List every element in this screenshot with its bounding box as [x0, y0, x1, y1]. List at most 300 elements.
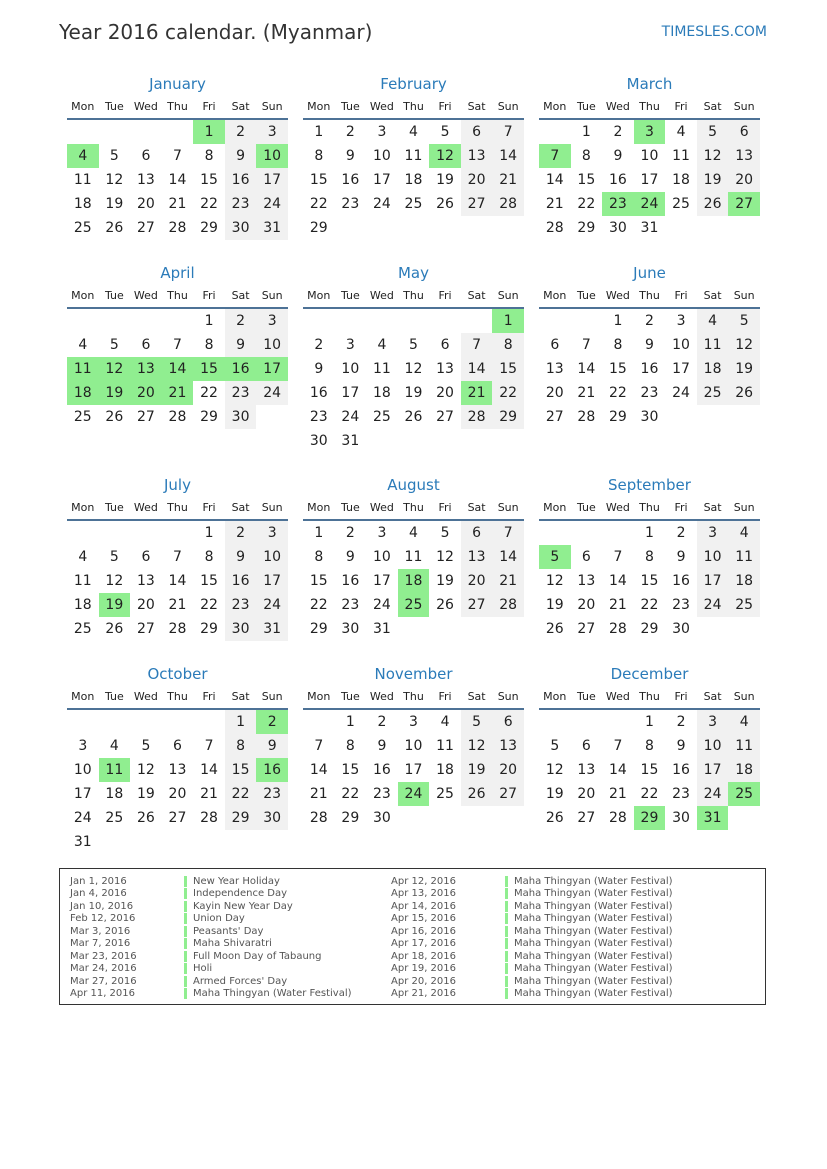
day-cell[interactable]: 27	[136, 220, 155, 236]
day-cell[interactable]: 21	[492, 168, 524, 192]
day-cell[interactable]: 13	[461, 144, 493, 168]
day-cell[interactable]: 26	[697, 192, 729, 216]
holiday-day-cell[interactable]: 14	[162, 357, 194, 381]
day-cell[interactable]: 1	[204, 313, 214, 329]
day-cell[interactable]: 29	[577, 220, 596, 236]
day-cell[interactable]: 16	[672, 573, 690, 589]
holiday-day-cell[interactable]: 18	[67, 381, 99, 405]
day-cell[interactable]: 26	[105, 409, 124, 425]
day-cell[interactable]: 10	[640, 148, 659, 164]
day-cell[interactable]: 1	[345, 714, 355, 730]
day-cell[interactable]: 7	[492, 120, 524, 144]
day-cell[interactable]: 24	[341, 409, 360, 425]
day-cell[interactable]: 17	[697, 758, 729, 782]
day-cell[interactable]: 8	[225, 734, 257, 758]
day-cell[interactable]: 28	[461, 405, 493, 429]
day-cell[interactable]: 6	[581, 738, 591, 754]
day-cell[interactable]: 20	[136, 196, 155, 212]
day-cell[interactable]: 20	[136, 597, 155, 613]
day-cell[interactable]: 18	[728, 569, 760, 593]
day-cell[interactable]: 23	[672, 597, 690, 613]
day-cell[interactable]: 8	[492, 333, 524, 357]
holiday-day-cell[interactable]: 18	[398, 569, 430, 593]
day-cell[interactable]: 15	[200, 573, 218, 589]
day-cell[interactable]: 29	[309, 220, 328, 236]
day-cell[interactable]: 5	[109, 148, 119, 164]
day-cell[interactable]: 17	[672, 361, 690, 377]
day-cell[interactable]: 19	[136, 786, 155, 802]
holiday-day-cell[interactable]: 27	[728, 192, 760, 216]
day-cell[interactable]: 10	[73, 762, 92, 778]
day-cell[interactable]: 16	[341, 573, 360, 589]
day-cell[interactable]: 18	[436, 762, 454, 778]
day-cell[interactable]: 29	[200, 621, 218, 637]
day-cell[interactable]: 17	[640, 172, 659, 188]
day-cell[interactable]: 6	[440, 337, 450, 353]
day-cell[interactable]: 31	[256, 216, 288, 240]
day-cell[interactable]: 3	[78, 738, 88, 754]
holiday-day-cell[interactable]: 16	[256, 758, 288, 782]
holiday-day-cell[interactable]: 20	[130, 381, 162, 405]
holiday-day-cell[interactable]: 23	[602, 192, 634, 216]
day-cell[interactable]: 7	[173, 337, 182, 353]
day-cell[interactable]: 16	[225, 168, 257, 192]
day-cell[interactable]: 23	[256, 782, 288, 806]
day-cell[interactable]: 18	[728, 758, 760, 782]
day-cell[interactable]: 12	[728, 333, 760, 357]
day-cell[interactable]: 29	[309, 621, 328, 637]
day-cell[interactable]: 19	[105, 196, 124, 212]
day-cell[interactable]: 20	[436, 385, 454, 401]
day-cell[interactable]: 28	[200, 810, 218, 826]
day-cell[interactable]: 30	[309, 433, 328, 449]
day-cell[interactable]: 1	[581, 124, 591, 140]
day-cell[interactable]: 30	[225, 216, 257, 240]
day-cell[interactable]: 2	[377, 714, 387, 730]
day-cell[interactable]: 4	[409, 525, 418, 541]
day-cell[interactable]: 21	[545, 196, 564, 212]
day-cell[interactable]: 6	[728, 120, 760, 144]
day-cell[interactable]: 12	[461, 734, 493, 758]
day-cell[interactable]: 23	[341, 597, 360, 613]
day-cell[interactable]: 22	[640, 786, 659, 802]
day-cell[interactable]: 5	[109, 549, 119, 565]
day-cell[interactable]: 17	[697, 569, 729, 593]
day-cell[interactable]: 16	[608, 172, 627, 188]
day-cell[interactable]: 30	[225, 405, 257, 429]
day-cell[interactable]: 16	[309, 385, 328, 401]
day-cell[interactable]: 1	[204, 525, 214, 541]
day-cell[interactable]: 9	[377, 738, 387, 754]
day-cell[interactable]: 6	[141, 337, 151, 353]
day-cell[interactable]: 12	[545, 762, 564, 778]
holiday-day-cell[interactable]: 12	[99, 357, 131, 381]
day-cell[interactable]: 3	[256, 120, 288, 144]
day-cell[interactable]: 22	[200, 385, 218, 401]
holiday-day-cell[interactable]: 1	[492, 309, 524, 333]
day-cell[interactable]: 13	[577, 762, 596, 778]
holiday-day-cell[interactable]: 3	[634, 120, 666, 144]
day-cell[interactable]: 2	[645, 313, 654, 329]
day-cell[interactable]: 27	[136, 409, 155, 425]
day-cell[interactable]: 8	[314, 148, 324, 164]
day-cell[interactable]: 21	[608, 786, 627, 802]
day-cell[interactable]: 7	[461, 333, 493, 357]
day-cell[interactable]: 20	[728, 168, 760, 192]
holiday-day-cell[interactable]: 16	[225, 357, 257, 381]
day-cell[interactable]: 25	[105, 810, 124, 826]
day-cell[interactable]: 20	[461, 168, 493, 192]
day-cell[interactable]: 13	[461, 545, 493, 569]
day-cell[interactable]: 7	[173, 549, 182, 565]
day-cell[interactable]: 12	[436, 549, 454, 565]
holiday-day-cell[interactable]: 19	[99, 593, 131, 617]
holiday-day-cell[interactable]: 21	[461, 381, 493, 405]
day-cell[interactable]: 10	[697, 545, 729, 569]
day-cell[interactable]: 9	[256, 734, 288, 758]
day-cell[interactable]: 26	[105, 621, 124, 637]
day-cell[interactable]: 2	[225, 120, 257, 144]
day-cell[interactable]: 19	[545, 786, 564, 802]
day-cell[interactable]: 8	[645, 549, 654, 565]
day-cell[interactable]: 5	[440, 124, 450, 140]
day-cell[interactable]: 14	[492, 144, 524, 168]
day-cell[interactable]: 25	[73, 220, 92, 236]
day-cell[interactable]: 16	[640, 361, 659, 377]
day-cell[interactable]: 14	[200, 762, 218, 778]
day-cell[interactable]: 9	[225, 545, 257, 569]
day-cell[interactable]: 24	[256, 192, 288, 216]
day-cell[interactable]: 24	[256, 381, 288, 405]
day-cell[interactable]: 3	[345, 337, 355, 353]
day-cell[interactable]: 8	[645, 738, 654, 754]
day-cell[interactable]: 6	[550, 337, 560, 353]
day-cell[interactable]: 18	[73, 196, 92, 212]
day-cell[interactable]: 8	[613, 337, 623, 353]
day-cell[interactable]: 26	[136, 810, 155, 826]
day-cell[interactable]: 22	[577, 196, 596, 212]
day-cell[interactable]: 14	[608, 762, 627, 778]
day-cell[interactable]: 20	[492, 758, 524, 782]
day-cell[interactable]: 6	[141, 148, 151, 164]
day-cell[interactable]: 21	[168, 196, 187, 212]
day-cell[interactable]: 10	[256, 333, 288, 357]
day-cell[interactable]: 10	[697, 734, 729, 758]
day-cell[interactable]: 1	[225, 710, 257, 734]
day-cell[interactable]: 11	[73, 573, 92, 589]
day-cell[interactable]: 9	[345, 148, 355, 164]
day-cell[interactable]: 4	[676, 124, 686, 140]
day-cell[interactable]: 12	[404, 361, 423, 377]
day-cell[interactable]: 26	[436, 196, 454, 212]
day-cell[interactable]: 18	[404, 172, 423, 188]
holiday-day-cell[interactable]: 2	[256, 710, 288, 734]
holiday-day-cell[interactable]: 4	[67, 144, 99, 168]
day-cell[interactable]: 24	[697, 593, 729, 617]
day-cell[interactable]: 15	[225, 758, 257, 782]
day-cell[interactable]: 31	[256, 617, 288, 641]
day-cell[interactable]: 9	[345, 549, 355, 565]
day-cell[interactable]: 3	[377, 525, 387, 541]
day-cell[interactable]: 27	[577, 621, 596, 637]
day-cell[interactable]: 3	[409, 714, 418, 730]
day-cell[interactable]: 9	[613, 148, 623, 164]
day-cell[interactable]: 3	[676, 313, 686, 329]
day-cell[interactable]: 30	[372, 810, 391, 826]
day-cell[interactable]: 17	[256, 569, 288, 593]
day-cell[interactable]: 4	[440, 714, 450, 730]
day-cell[interactable]: 22	[225, 782, 257, 806]
day-cell[interactable]: 30	[640, 409, 659, 425]
day-cell[interactable]: 24	[372, 196, 391, 212]
day-cell[interactable]: 23	[672, 786, 690, 802]
day-cell[interactable]: 16	[341, 172, 360, 188]
day-cell[interactable]: 27	[136, 621, 155, 637]
day-cell[interactable]: 5	[728, 309, 760, 333]
day-cell[interactable]: 5	[109, 337, 119, 353]
day-cell[interactable]: 19	[728, 357, 760, 381]
day-cell[interactable]: 5	[141, 738, 151, 754]
day-cell[interactable]: 15	[309, 573, 328, 589]
day-cell[interactable]: 26	[436, 597, 454, 613]
day-cell[interactable]: 29	[640, 621, 659, 637]
day-cell[interactable]: 25	[372, 409, 391, 425]
day-cell[interactable]: 1	[314, 525, 324, 541]
day-cell[interactable]: 11	[372, 361, 391, 377]
day-cell[interactable]: 6	[173, 738, 182, 754]
day-cell[interactable]: 28	[608, 810, 627, 826]
day-cell[interactable]: 23	[309, 409, 328, 425]
day-cell[interactable]: 22	[309, 597, 328, 613]
day-cell[interactable]: 1	[645, 714, 654, 730]
day-cell[interactable]: 3	[377, 124, 387, 140]
day-cell[interactable]: 28	[168, 220, 187, 236]
day-cell[interactable]: 9	[676, 549, 686, 565]
day-cell[interactable]: 24	[697, 782, 729, 806]
day-cell[interactable]: 25	[697, 381, 729, 405]
day-cell[interactable]: 3	[697, 521, 729, 545]
day-cell[interactable]: 27	[461, 192, 493, 216]
day-cell[interactable]: 10	[372, 148, 391, 164]
day-cell[interactable]: 24	[372, 597, 391, 613]
day-cell[interactable]: 16	[372, 762, 391, 778]
day-cell[interactable]: 30	[608, 220, 627, 236]
holiday-day-cell[interactable]: 25	[728, 782, 760, 806]
day-cell[interactable]: 5	[409, 337, 418, 353]
day-cell[interactable]: 17	[73, 786, 92, 802]
day-cell[interactable]: 27	[545, 409, 564, 425]
day-cell[interactable]: 22	[200, 597, 218, 613]
day-cell[interactable]: 28	[545, 220, 564, 236]
day-cell[interactable]: 19	[404, 385, 423, 401]
day-cell[interactable]: 21	[492, 569, 524, 593]
day-cell[interactable]: 9	[225, 144, 257, 168]
day-cell[interactable]: 11	[697, 333, 729, 357]
day-cell[interactable]: 31	[372, 621, 391, 637]
day-cell[interactable]: 11	[728, 734, 760, 758]
day-cell[interactable]: 30	[341, 621, 360, 637]
day-cell[interactable]: 12	[697, 144, 729, 168]
day-cell[interactable]: 23	[225, 192, 257, 216]
day-cell[interactable]: 24	[73, 810, 92, 826]
day-cell[interactable]: 30	[256, 806, 288, 830]
day-cell[interactable]: 2	[345, 124, 355, 140]
day-cell[interactable]: 21	[200, 786, 218, 802]
day-cell[interactable]: 31	[73, 834, 92, 850]
day-cell[interactable]: 14	[577, 361, 596, 377]
day-cell[interactable]: 11	[672, 148, 690, 164]
day-cell[interactable]: 8	[204, 148, 214, 164]
day-cell[interactable]: 24	[672, 385, 690, 401]
day-cell[interactable]: 7	[492, 521, 524, 545]
day-cell[interactable]: 9	[645, 337, 654, 353]
day-cell[interactable]: 21	[168, 597, 187, 613]
day-cell[interactable]: 20	[461, 569, 493, 593]
day-cell[interactable]: 25	[728, 593, 760, 617]
holiday-day-cell[interactable]: 25	[398, 593, 430, 617]
day-cell[interactable]: 2	[676, 714, 686, 730]
day-cell[interactable]: 10	[341, 361, 360, 377]
day-cell[interactable]: 31	[640, 220, 659, 236]
holiday-day-cell[interactable]: 31	[697, 806, 729, 830]
day-cell[interactable]: 26	[105, 220, 124, 236]
day-cell[interactable]: 28	[168, 409, 187, 425]
day-cell[interactable]: 7	[314, 738, 324, 754]
day-cell[interactable]: 25	[404, 196, 423, 212]
day-cell[interactable]: 18	[105, 786, 124, 802]
day-cell[interactable]: 14	[168, 573, 187, 589]
day-cell[interactable]: 7	[173, 148, 182, 164]
day-cell[interactable]: 5	[550, 738, 560, 754]
day-cell[interactable]: 5	[440, 525, 450, 541]
day-cell[interactable]: 2	[613, 124, 623, 140]
day-cell[interactable]: 15	[640, 573, 659, 589]
day-cell[interactable]: 15	[341, 762, 360, 778]
day-cell[interactable]: 22	[200, 196, 218, 212]
day-cell[interactable]: 21	[309, 786, 328, 802]
day-cell[interactable]: 27	[492, 782, 524, 806]
day-cell[interactable]: 18	[697, 357, 729, 381]
day-cell[interactable]: 28	[492, 593, 524, 617]
day-cell[interactable]: 10	[372, 549, 391, 565]
day-cell[interactable]: 9	[225, 333, 257, 357]
day-cell[interactable]: 9	[676, 738, 686, 754]
day-cell[interactable]: 4	[728, 521, 760, 545]
day-cell[interactable]: 1	[314, 124, 324, 140]
day-cell[interactable]: 5	[461, 710, 493, 734]
holiday-day-cell[interactable]: 15	[193, 357, 225, 381]
day-cell[interactable]: 8	[204, 549, 214, 565]
day-cell[interactable]: 2	[314, 337, 324, 353]
day-cell[interactable]: 15	[577, 172, 596, 188]
day-cell[interactable]: 14	[492, 545, 524, 569]
day-cell[interactable]: 2	[345, 525, 355, 541]
holiday-day-cell[interactable]: 12	[429, 144, 461, 168]
day-cell[interactable]: 11	[404, 549, 423, 565]
holiday-day-cell[interactable]: 17	[256, 357, 288, 381]
day-cell[interactable]: 8	[581, 148, 591, 164]
day-cell[interactable]: 29	[341, 810, 360, 826]
day-cell[interactable]: 23	[341, 196, 360, 212]
day-cell[interactable]: 4	[377, 337, 387, 353]
day-cell[interactable]: 15	[492, 357, 524, 381]
day-cell[interactable]: 22	[492, 381, 524, 405]
day-cell[interactable]: 3	[697, 710, 729, 734]
day-cell[interactable]: 13	[168, 762, 187, 778]
day-cell[interactable]: 6	[461, 120, 493, 144]
day-cell[interactable]: 30	[672, 810, 690, 826]
day-cell[interactable]: 16	[225, 569, 257, 593]
day-cell[interactable]: 8	[314, 549, 324, 565]
day-cell[interactable]: 12	[545, 573, 564, 589]
day-cell[interactable]: 5	[697, 120, 729, 144]
holiday-day-cell[interactable]: 21	[162, 381, 194, 405]
day-cell[interactable]: 10	[672, 337, 690, 353]
day-cell[interactable]: 11	[436, 738, 454, 754]
day-cell[interactable]: 23	[225, 381, 257, 405]
day-cell[interactable]: 3	[256, 521, 288, 545]
day-cell[interactable]: 10	[256, 545, 288, 569]
holiday-day-cell[interactable]: 11	[67, 357, 99, 381]
day-cell[interactable]: 31	[341, 433, 360, 449]
day-cell[interactable]: 29	[492, 405, 524, 429]
day-cell[interactable]: 11	[728, 545, 760, 569]
day-cell[interactable]: 14	[309, 762, 328, 778]
holiday-day-cell[interactable]: 13	[130, 357, 162, 381]
holiday-day-cell[interactable]: 5	[539, 545, 571, 569]
day-cell[interactable]: 22	[608, 385, 627, 401]
day-cell[interactable]: 25	[73, 621, 92, 637]
day-cell[interactable]: 20	[168, 786, 187, 802]
day-cell[interactable]: 14	[461, 357, 493, 381]
day-cell[interactable]: 8	[345, 738, 355, 754]
day-cell[interactable]: 28	[168, 621, 187, 637]
day-cell[interactable]: 7	[613, 738, 623, 754]
brand-link[interactable]: TIMESLES.COM	[661, 24, 767, 40]
day-cell[interactable]: 11	[404, 148, 423, 164]
day-cell[interactable]: 26	[545, 810, 564, 826]
day-cell[interactable]: 6	[141, 549, 151, 565]
day-cell[interactable]: 18	[372, 385, 391, 401]
day-cell[interactable]: 1	[613, 313, 623, 329]
day-cell[interactable]: 22	[640, 597, 659, 613]
day-cell[interactable]: 29	[200, 409, 218, 425]
day-cell[interactable]: 4	[78, 337, 88, 353]
day-cell[interactable]: 6	[492, 710, 524, 734]
day-cell[interactable]: 19	[545, 597, 564, 613]
day-cell[interactable]: 4	[109, 738, 119, 754]
day-cell[interactable]: 2	[676, 525, 686, 541]
holiday-day-cell[interactable]: 29	[634, 806, 666, 830]
day-cell[interactable]: 13	[436, 361, 454, 377]
day-cell[interactable]: 12	[136, 762, 155, 778]
day-cell[interactable]: 27	[436, 409, 454, 425]
day-cell[interactable]: 4	[697, 309, 729, 333]
day-cell[interactable]: 25	[73, 409, 92, 425]
day-cell[interactable]: 20	[545, 385, 564, 401]
day-cell[interactable]: 26	[404, 409, 423, 425]
day-cell[interactable]: 28	[577, 409, 596, 425]
day-cell[interactable]: 20	[577, 597, 596, 613]
day-cell[interactable]: 17	[372, 172, 391, 188]
day-cell[interactable]: 22	[341, 786, 360, 802]
day-cell[interactable]: 21	[577, 385, 596, 401]
day-cell[interactable]: 23	[225, 593, 257, 617]
day-cell[interactable]: 9	[314, 361, 324, 377]
day-cell[interactable]: 17	[256, 168, 288, 192]
day-cell[interactable]: 27	[577, 810, 596, 826]
day-cell[interactable]: 8	[204, 337, 214, 353]
